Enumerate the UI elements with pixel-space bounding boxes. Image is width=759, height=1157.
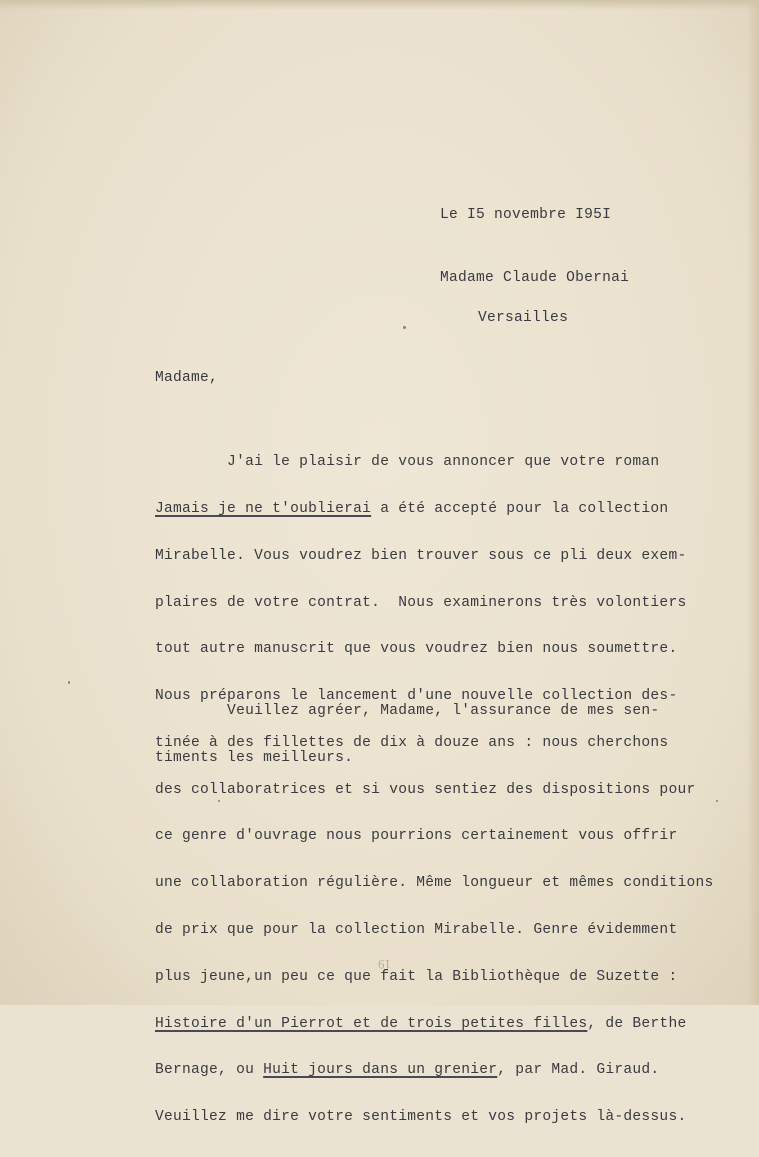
novel-title: Jamais je ne t'oublierai xyxy=(155,500,372,517)
body-line: J'ai le plaisir de vous annoncer que votre roman xyxy=(155,454,660,471)
recipient-city: Versailles xyxy=(478,310,569,326)
recipient-name: Madame Claude Obernai xyxy=(440,270,630,286)
letter-date: Le I5 novembre I95I xyxy=(440,207,612,223)
paper-speck xyxy=(716,800,718,802)
book-title: Huit jours dans un grenier xyxy=(263,1062,498,1079)
body-line: de prix que pour la collection Mirabelle. Genre évidemment xyxy=(155,922,678,938)
body-line: Histoire d'un Pierrot et de trois petites filles, de Berthe xyxy=(155,1015,687,1032)
body-line: tinée à des fillettes de dix à douze ans : nous cherchons xyxy=(155,734,669,751)
paper-speck xyxy=(403,326,406,329)
paper-speck xyxy=(68,681,70,684)
paper-edge-top xyxy=(0,0,759,10)
paper-speck xyxy=(218,800,220,802)
page-number-mark: 19 xyxy=(378,957,391,972)
body-line: des collaboratrices et si vous sentiez des dispositions pour xyxy=(155,781,696,798)
body-line: Veuillez me dire votre sentiments et vos projets là-dessus. xyxy=(155,1109,687,1126)
closing-line: timents les meilleurs. xyxy=(155,749,354,766)
body-line: une collaboration régulière. Même longueur et mêmes conditions xyxy=(155,875,714,892)
salutation: Madame, xyxy=(155,370,219,386)
letter-closing xyxy=(155,673,659,798)
body-line: Mirabelle. Vous voudrez bien trouver sous ce pli deux exem- xyxy=(155,547,687,564)
body-line: Jamais je ne t'oublierai a été accepté pour la collection xyxy=(155,500,669,517)
book-title: Histoire d'un Pierrot et de trois petites filles xyxy=(155,1015,588,1032)
body-line: plus jeune,un peu ce que fait la Bibliothèque de Suzette : xyxy=(155,968,678,985)
body-line: Bernage, ou Huit jours dans un grenier, par Mad. Giraud. xyxy=(155,1062,660,1079)
body-line: tout autre manuscrit que vous voudrez bien nous soumettre. xyxy=(155,641,678,658)
body-line: ce genre d'ouvrage nous pourrions certainement vous offrir xyxy=(155,828,678,845)
body-line: plaires de votre contrat. Nous examinerons très volontiers xyxy=(155,594,687,611)
body-line: Nous préparons le lancement d'une nouvelle collection des- xyxy=(155,688,678,705)
closing-line: Veuillez agréer, Madame, l'assurance de mes sen- xyxy=(155,703,660,720)
paper-edge-right xyxy=(747,0,759,1005)
